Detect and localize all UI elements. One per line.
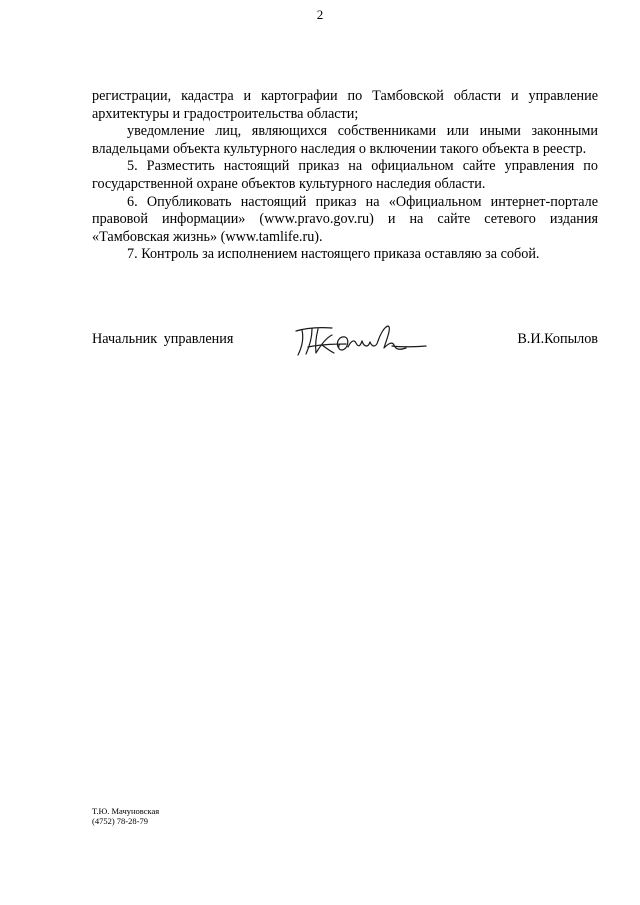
executor-phone: (4752) 78-28-79	[92, 816, 148, 826]
paragraph-item-7: 7. Контроль за исполнением настоящего приказа оставляю за собой.	[127, 246, 540, 263]
paragraph-item-6: 6. Опубликовать настоящий приказ на «Официальном интернет-портале правовой информации» (www.pravo.gov.ru) и на сайте сетевого издания «Тамбовская жизнь» (www.tamlife.ru).	[92, 193, 598, 245]
signature-block	[92, 325, 598, 365]
document-body	[92, 88, 598, 264]
executor-name: Т.Ю. Мачуновская	[92, 806, 160, 816]
page-number: 2	[316, 7, 324, 22]
handwritten-signature	[288, 317, 438, 363]
paragraph-registry-recipients: регистрации, кадастра и картографии по Тамбовской области и управление архитектуры и градостроительства области;	[92, 88, 598, 122]
signatory-name: В.И.Копылов	[517, 331, 598, 347]
paragraph-owner-notice: уведомление лиц, являющихся собственниками или иными законными владельцами объекта культурного наследия о включении такого объекта в реестр.	[92, 123, 598, 157]
signatory-title: Начальник управления	[92, 331, 234, 347]
paragraph-item-5: 5. Разместить настоящий приказ на официальном сайте управления по государственной охране объектов культурного наследия области.	[92, 158, 598, 192]
executor-info	[92, 806, 159, 826]
